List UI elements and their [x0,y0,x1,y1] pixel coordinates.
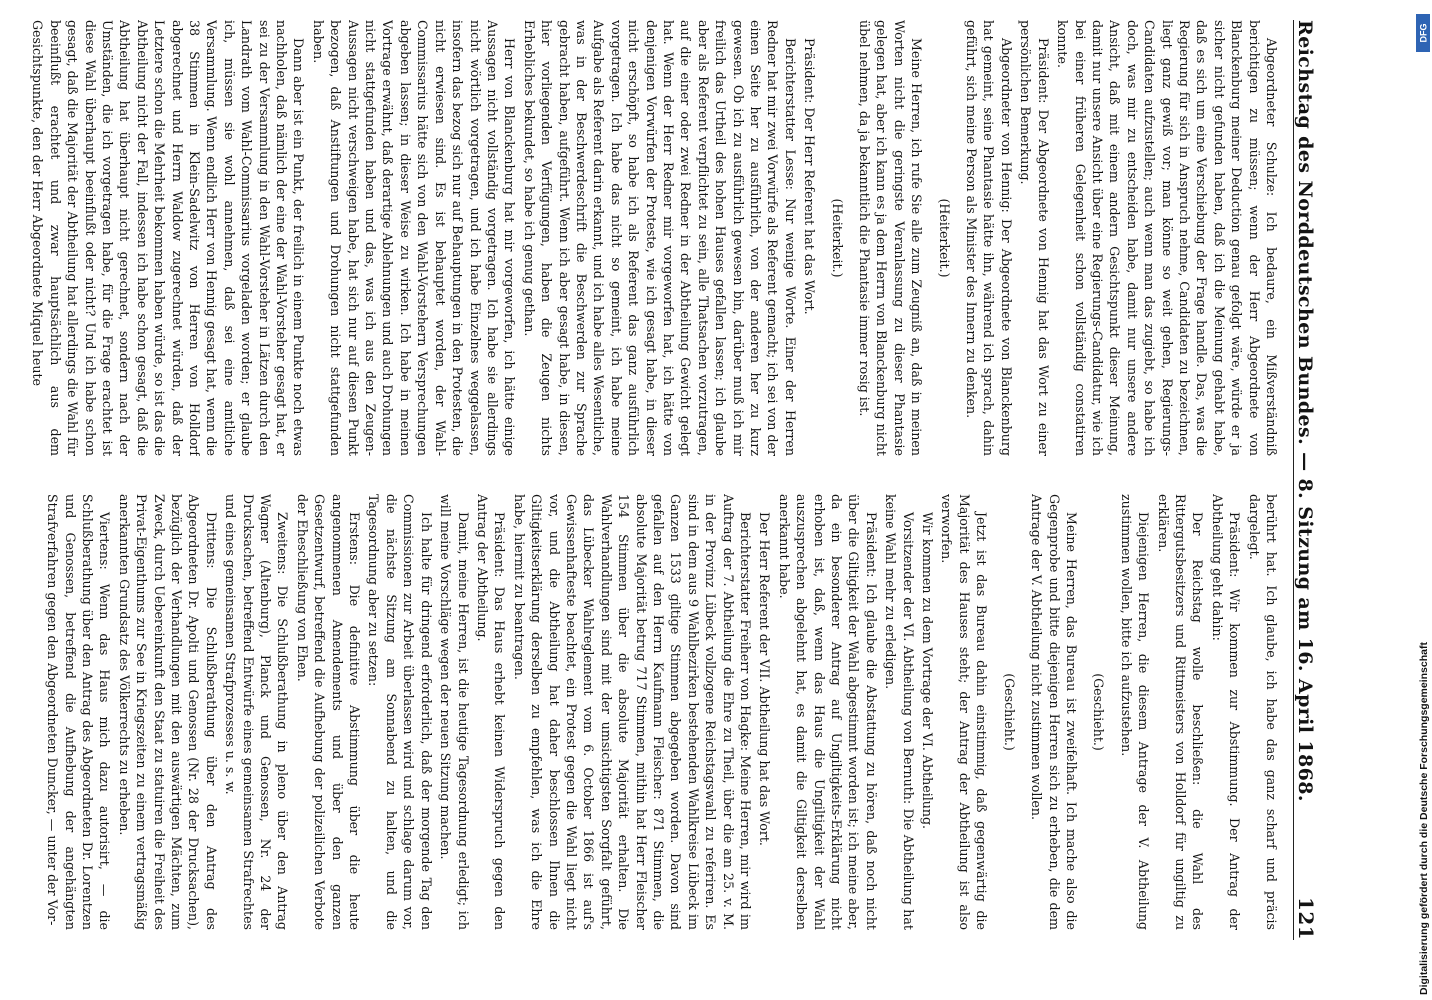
paragraph: Drittens: Die Schlußberathung über den Antrag des Abgeordneten Dr. Apolti und Genossen (Nr. 28 der Drucksachen), bezüglich der Verhandlungen mit den auswärtigen Mächten, zum Zweck, durch Uebereinkunft den Staat zu statuiren die Freiheit des Privat-Eigenthums zur See in Kriegszeiten zu einem vertragsmäßig anerkannten Grundsatz des Völkerrechts zu erheben. [116,494,219,930]
paragraph: Meine Herren, ich rufe Sie alle zum Zeugniß an, daß in meinen Worten nicht die geringste Veranlassung zu dieser Phantasie gelegen hat, aber ich kann es ja dem Herrn von Blanckenburg nicht übel nehmen, da ja bekanntlich die Phantasie immer rosig ist. [857,20,925,456]
right-text-column [10,494,1280,930]
paragraph: Wir kommen zu dem Vortrage der VI. Abtheilung. [920,512,936,830]
paragraph: Abgeordneter Schulze: Ich bedaure, ein Mißverständniß berichtigen zu müssen; wenn der Herr Abgeordnete von Blanckenburg meiner Deduction genau gefolgt wäre, würde er ja sicher nicht gefunden haben, daß ich die Meinung gehabt habe, daß es sich um eine Verschiebung der Frage handle. Das, was die Regierung für sich in Anspruch nehme, Candidaten zu bezeichnen, liegt ganz gewiß vor; man könne so weit gehen, Regierungs-Candidaten aufzustellen; auch wenn man das zugiebt, so habe ich doch, was mir zu entscheiden habe, damit nur unsere andere Ansicht, daß mit einem andern Gesichtspunkt dieser Meinung, damit nur unsere Ansicht über eine Regierungs-Candidatur, wie ich bei einer früheren Gelegenheit schon vollständig constatiren konnte. [1055,20,1279,456]
page-header [1293,20,1360,940]
paragraph: Präsident: Wir kommen zur Abstimmung. Der Antrag der Abtheilung geht dahin: [1209,494,1243,930]
paragraph: Dann aber ist ein Punkt, der freilich in einem Punkte noch etwas nachholen, daß nämlich der eine der Wahl-Vorsteher gesagt hat, er sei zu der Versammlung in den Wahl-Vorsteher in Lätzen durch den Landrath vom Wahl-Commissarius vorgeladen worden; er glaube ich, müssen sie wohl annehmen, daß sei eine amtliche Versammlung. Wenn endlich Herr von Hennig gesagt hat, wenn die 38 Stimmen in Klein-Sadelwitz von Herren von Holldorf abgerechnet und Herrn Waldow zugerechnet würden, daß der Letztere schon die Mehrheit bekommen haben würde, so ist das die Abtheilung nicht der Fall, indessen ich habe schon gesagt, daß die Abtheilung hat überhaupt nicht gerechnet, sondern nach der Umständen, die ich vorgetragen habe, für die Frage erachtet ist diese Wahl überhaupt beeinflußt oder nicht? Und ich habe schon gesagt, daß die Majorität der Abtheilung hat allerdings die Wahl für beeinflußt erachtet und zwar hauptsächlich aus dem Gesichtspunkte, den der Herr Abgeordnete Miquel heute [30,20,307,456]
paragraph: Präsident: Ich glaube die Abstattung zu hören, daß noch nicht über die Giltigkeit der Wahl abgestimmt worden ist; ich meine aber, da ein besonderer Antrag auf Ungiltigkeits-Erklärung nicht erhoben ist, daß, wenn das Haus die Ungiltigkeit der Wahl auszusprechen abgelehnt hat, es damit die Giltigkeit derselben anerkannt habe. [776,494,879,930]
paragraph: Damit, meine Herren, ist die heutige Tagesordnung erledigt; ich will meine Vorschläge wegen der neuen Sitzung machen. [438,494,471,930]
paragraph: Berichterstatter Freiherr von Hagke: Meine Herren, mir wird im Auftrag der 7. Abtheilung die Ehre zu Theil, über die am 25. v. M. in der Provinz Lübeck vollzogene Reichstagswahl zu referiren. Es sind in dem aus 9 Wahlbezirken bestehenden Wahlkreise Lübeck im Ganzen 1533 giltige Stimmen abgegeben worden. Davon sind gefallen auf den Herrn Kaufmann Fleischer: 871 Stimmen, die absolute Majorität betrug 717 Stimmen, mithin hat Herr Fleischer 154 Stimmen über die absolute Majorität erhalten. Die Wahlverhandlungen sind mit der umsichtigsten Sorgfalt geführt, das Lübecker Wahlreglement vom 6. October 1866 ist auf's Gewissenhafteste beachtet, ein Protest gegen die Wahl liegt nicht vor, und die Abtheilung hat daher beschlossen Ihnen die Giltigkeitserklärung derselben zu empfehlen, was ich die Ehre habe, hiermit zu beantragen. [511,494,754,930]
paragraph: Präsident: Der Herr Referent hat das Wort. [802,38,818,315]
running-title: Reichstag des Norddeutschen Bundes. — 8. Sitzung am 16. April 1868. [1294,20,1316,802]
paragraph: berührt hat. Ich glaube, ich habe das ganz scharf und präcis dargelegt. [1246,494,1279,930]
stage-direction: (Heiterkeit.) [829,198,845,278]
stage-direction: (Heiterkeit.) [936,198,952,278]
paragraph: Der Herr Referent der VII. Abtheilung hat das Wort. [757,512,773,846]
paragraph: Vorsitzender der VI. Abtheilung von Bernuth: Die Abtheilung hat keine Wahl mehr zu erledigen. [883,494,916,930]
paragraph: Viertens: Wenn das Haus mich dazu autorisirt, — die Schlußberathung über den Antrag des Abgeordneten Dr. Lorentzen und Genossen, betreffend die Aufhebung der angehängten Strafverfahren gegen den Abgeordneten Duncker, — unter der Vor- [45,494,113,930]
paragraph: Präsident: Das Haus erhebt keinen Widerspruch gegen den Antrag der Abtheilung. [474,494,508,930]
left-text-column [10,20,1280,456]
page-number: 121 [1294,897,1318,940]
paragraph: Präsident: Der Abgeordnete von Hennig hat das Wort zu einer persönlichen Bemerkung. [1018,20,1051,456]
paragraph: Erstens: Die definitive Abstimmung über die heute angenommenen Amendements und über den ganzen Gesetzentwurf, betreffend die Aufhebung der polizeilichen Verbote der Eheschließung von Ehen. [294,494,363,930]
paragraph: Zweitens: Die Schlußberathung in pleno über den Antrag Wagner (Altenburg), Planck und Genossen, Nr. 24 der Drucksachen, betreffend Entwürfe eines gemeinsamen Strafrechtes und eines gemeinsamen Strafprozesses u. s. w. [223,494,291,930]
stage-direction: (Geschieht.) [1091,673,1107,751]
paragraph: Diejenigen Herren, die diesem Antrage der V. Abtheilung zustimmen wollen, bitte ich aufzustehen. [1118,494,1152,930]
paragraph: Ich halte für dringend erforderlich, daß der morgende Tag den Commissionen zur Arbeit überlassen wird und schlage darum vor, die nächste Sitzung am Sonnabend zu halten, und die Tagesordnung aber zu setzen: [366,494,434,930]
paragraph: Abgeordneter von Hennig: Der Abgeordnete von Blanckenburg hat gemeint, seine Phantasie hätte ihn, während ich sprach, dahin geführt, sich meine Person als Minister des Innern zu denken. [964,20,1014,456]
paragraph: Berichterstatter Lesse: Nur wenige Worte. Einer der Herren Redner hat mir zwei Vorwürfe als Referent gemacht; ich sei von der einen Seite her zu ausführlich, von der anderen her zu kurz gewesen. Ob ich zu ausführlich gewesen bin, darüber muß ich mir freilich das Urtheil des hohen Hauses gefallen lassen; ich glaube aber als Referent verpflichtet zu sein, alle Thatsachen vorzutragen, auf die einer oder zwei Redner in der Abtheilung Gewicht gelegt hat. Wenn der Herr Redner mir vorgeworfen hat, ich hätte von denjenigen Vorwürfen der Proteste, wie ich gesagt habe, in dieser nicht erschöpft, so habe ich als Referent das ganz ausführlich vorgetragen. Ich habe das nicht so gemeint, ich habe meine Aufgabe als Referent darin erkannt, und ich habe alles Wesentliche, was in der Beschwerdeschrift die Beschwerden zur Sprache gebracht haben, aufgeführt. Wenn ich aber gesagt habe, in diesen, hier vorliegenden Verfügungen, haben die Zeugen nichts Erhebliches bekundet, so habe ich genug gethan. [521,20,798,456]
stage-direction: (Geschieht.) [1001,673,1017,751]
paragraph: Jetzt ist das Bureau dahin einstimmig, daß gegenwärtig die Majorität des Hauses steht; der Antrag der Abtheilung ist also verworfen. [939,494,990,930]
dfg-logo: DFG [1416,14,1430,52]
dfg-credit: Digitalisierung gefördert durch die Deutsche Forschungsgemeinschaft [1418,642,1430,995]
paragraph: Der Reichstag wolle beschließen: die Wahl des Rittergutsbesitzers und Rittmeisters von Holldorf für ungiltig zu erklären. [1155,494,1206,930]
paragraph: Meine Herren, das Bureau ist zweifelhaft. Ich mache also die Gegenprobe und bitte diejenigen Herren sich zu erheben, die dem Antrage der V. Abtheilung nicht zustimmen wollen. [1029,494,1079,930]
document-page [0,10,1360,950]
paragraph: Herr von Blanckenburg hat mir vorgeworfen, ich hätte einige Aussagen nicht vollständig vorgetragen. Ich habe sie allerdings nicht wörtlich vorgetragen, und ich habe Einzelnes weggelassen, insofern das bezog sich nur auf Behauptungen in den Protesten, die nicht erwiesen sind. Es ist behauptet worden, der Wahl-Commissarius hätte sich von den Wahl-Vorstehern Versprechungen abgeben lassen; in dieser Weise zu wirken. Ich habe in meinen Vortrage erwähnt, daß derartige Ablehnungen und auch Drohungen nicht stattgefunden haben und das, was ich aus den Zeugen-Aussagen nicht verschweigen habe, hat sich nur auf diesen Punkt bezogen, daß Anstiftungen und Drohungen nicht stattgefunden haben. [310,20,518,456]
